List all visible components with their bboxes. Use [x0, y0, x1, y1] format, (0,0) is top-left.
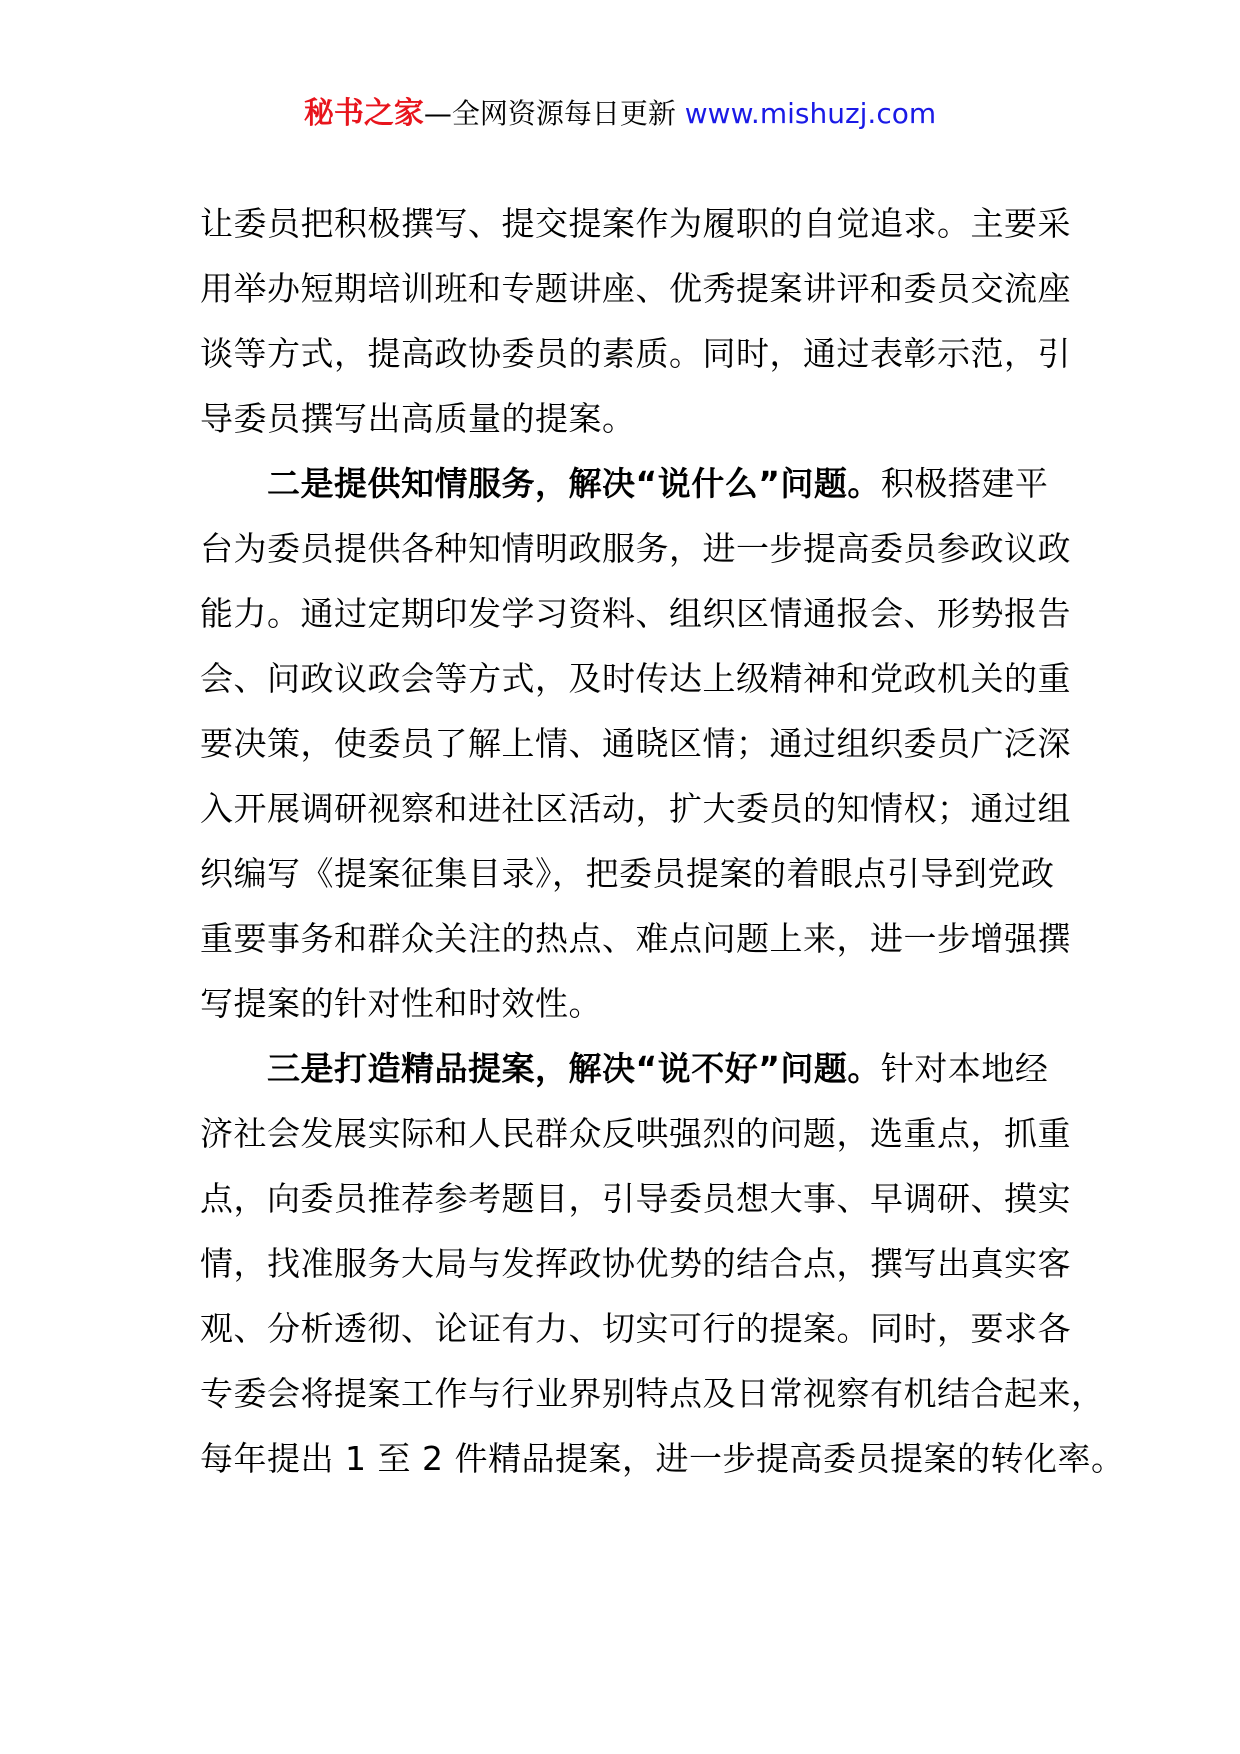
text-line: 济社会发展实际和人民群众反哄强烈的问题，选重点，抓重	[200, 1114, 1071, 1153]
text-line: 能力。通过定期印发学习资料、组织区情通报会、形势报告	[200, 594, 1071, 633]
text-line: 入开展调研视察和进社区活动，扩大委员的知情权；通过组	[200, 789, 1071, 828]
text-line: 点，向委员推荐参考题目，引导委员想大事、早调研、摸实	[200, 1179, 1071, 1218]
text-line: 每年提出 1 至 2 件精品提案，进一步提高委员提案的转化率。	[200, 1439, 1125, 1478]
document-body	[200, 200, 1125, 1500]
text-line: 写提案的针对性和时效性。	[200, 984, 602, 1023]
text-line: 重要事务和群众关注的热点、难点问题上来，进一步增强撰	[200, 919, 1071, 958]
paragraph-1	[200, 200, 1100, 460]
text-line: 会、问政议政会等方式，及时传达上级精神和党政机关的重	[200, 659, 1071, 698]
text-line: 情，找准服务大局与发挥政协优势的结合点，撰写出真实客	[200, 1244, 1071, 1283]
paragraph-first-line	[200, 1045, 1100, 1110]
text-line: 导委员撰写出高质量的提案。	[200, 399, 636, 438]
text-line: 台为委员提供各种知情明政服务，进一步提高委员参政议政	[200, 529, 1071, 568]
text-line: 要决策，使委员了解上情、通晓区情；通过组织委员广泛深	[200, 724, 1071, 763]
paragraph-3	[200, 1045, 1125, 1500]
site-url-link[interactable]: www.mishuzj.com	[684, 97, 937, 130]
header-tagline: —全网资源每日更新	[423, 97, 676, 130]
brand-name: 秘书之家	[303, 96, 424, 131]
text-line: 让委员把积极撰写、提交提案作为履职的自觉追求。主要采	[200, 204, 1071, 243]
text-line: 用举办短期培训班和专题讲座、优秀提案讲评和委员交流座	[200, 269, 1071, 308]
paragraph-2	[200, 460, 1100, 1045]
paragraph-heading: 二是提供知情服务，解决“说什么”问题。	[267, 464, 881, 503]
text-line: 观、分析透彻、论证有力、切实可行的提案。同时，要求各	[200, 1309, 1071, 1348]
text-line: 织编写《提案征集目录》，把委员提案的着眼点引导到党政	[200, 854, 1055, 893]
text-line: 专委会将提案工作与行业界别特点及日常视察有机结合起来，	[200, 1374, 1105, 1413]
page-header	[0, 96, 1240, 132]
heading-continuation: 针对本地经	[880, 1049, 1049, 1088]
paragraph-first-line	[200, 460, 1100, 525]
text-line: 谈等方式，提高政协委员的素质。同时，通过表彰示范，引	[200, 334, 1071, 373]
paragraph-heading: 三是打造精品提案，解决“说不好”问题。	[267, 1049, 881, 1088]
heading-continuation: 积极搭建平	[880, 464, 1049, 503]
